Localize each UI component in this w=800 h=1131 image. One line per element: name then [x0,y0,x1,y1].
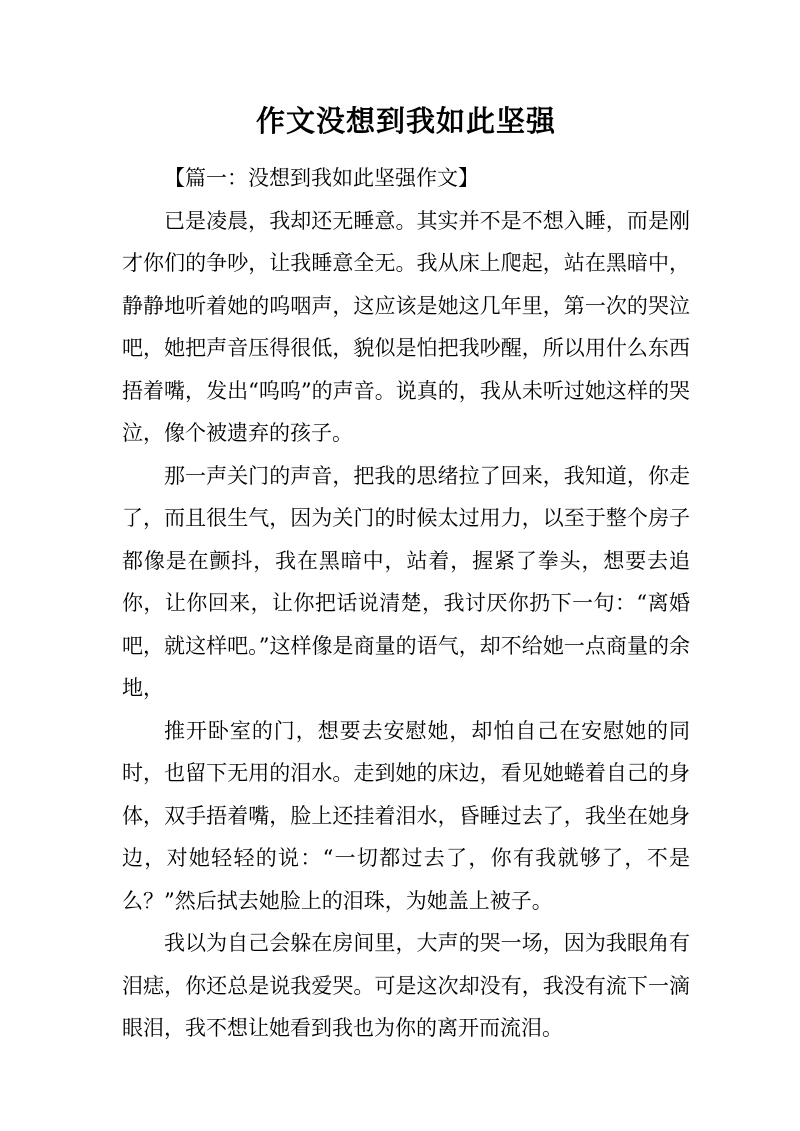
paragraph-4: 我以为自己会躲在房间里，大声的哭一场，因为我眼角有泪痣，你还总是说我爱哭。可是这次却没有，我没有流下一滴眼泪，我不想让她看到我也为你的离开而流泪。 [122,931,690,1040]
document-title: 作文没想到我如此坚强 [255,104,556,138]
paragraph-2: 那一声关门的声音，把我的思绪拉了回来，我知道，你走了，而且很生气，因为关门的时候太过用力，以至于整个房子都像是在颤抖，我在黑暗中，站着，握紧了拳头，想要去追你，让你回来，让你把话说清楚，我讨厌你扔下一句：“离婚吧，就这样吧。”这样像是商量的语气，却不给她一点商量的余地， [122,463,690,700]
paragraph-1: 已是凌晨，我却还无睡意。其实并不是不想入睡，而是刚才你们的争吵，让我睡意全无。我从床上爬起，站在黑暗中，静静地听着她的呜咽声，这应该是她这几年里，第一次的哭泣吧，她把声音压得很低，貌似是怕把我吵醒，所以用什么东西捂着嘴，发出“呜呜”的声音。说真的，我从未听过她这样的哭泣，像个被遗弃的孩子。 [122,208,690,445]
paragraph-3: 推开卧室的门，想要去安慰她，却怕自己在安慰她的同时，也留下无用的泪水。走到她的床边，看见她蜷着自己的身体，双手捂着嘴，脸上还挂着泪水，昏睡过去了，我坐在她身边，对她轻轻的说：“一切都过去了，你有我就够了，不是么？”然后拭去她脸上的泪珠，为她盖上被子。 [122,718,690,913]
section-heading: 【篇一：没想到我如此坚强作文】 [164,166,479,190]
